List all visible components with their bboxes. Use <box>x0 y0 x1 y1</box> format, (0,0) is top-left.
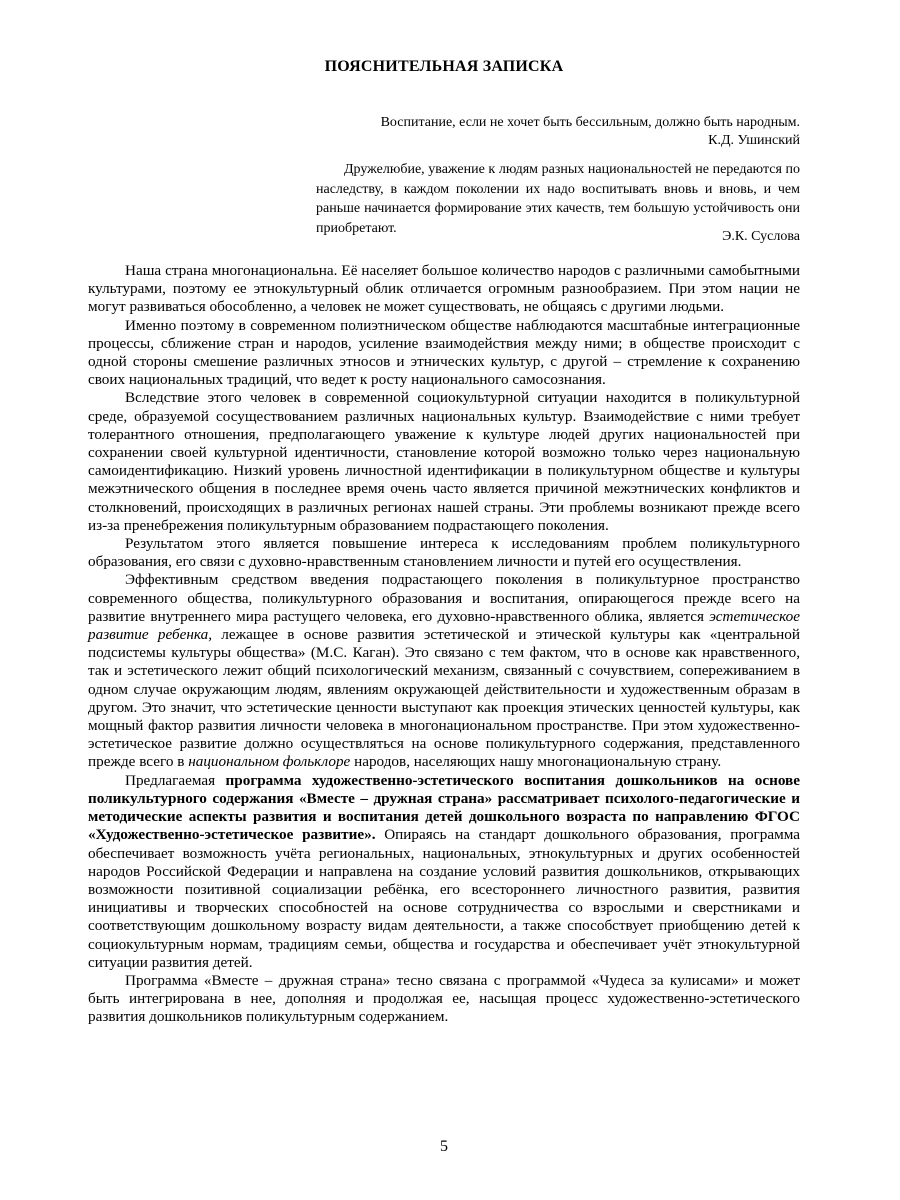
text-run: Опираясь на стандарт дошкольного образования, программа обеспечивает возможность учёта региональных, национальных, этнокультурных и других особенностей народов Российской Федерации и направлена на создание условий развития дошкольников, открывающих возможности позитивной социализации ребёнка, его всестороннего личностного развития, развития инициативы и творческих способностей на основе сотрудничества со взрослыми и сверстниками и соответствующим дошкольному возрасту видам деятельности, а также способствует приобщению детей к социокультурным нормам, традициям семьи, общества и государства и обеспечивает учёт этнокультурной ситуации развития детей. <box>88 826 800 971</box>
page-title: ПОЯСНИТЕЛЬНАЯ ЗАПИСКА <box>324 58 564 75</box>
epigraph-2-text: Дружелюбие, уважение к людям разных национальностей не передаются по наследству, в каждом поколении их надо воспитывать вновь и вновь, и чем раньше начинается формирование этих качеств, тем большую устойчивость они приобретают. <box>316 162 800 236</box>
paragraph-7: Программа «Вместе – дружная страна» тесно связана с программой «Чудеса за кулисами» и может быть интегрирована в нее, дополняя и продолжая ее, насыщая процесс художественно-эстетического развития дошкольников поликультурным содержанием. <box>88 971 800 1026</box>
paragraph-4: Результатом этого является повышение интереса к исследованиям проблем поликультурного образования, его связи с духовно-нравственным становлением личности и путей его осуществления. <box>88 535 800 571</box>
text-run: лежащее в основе развития эстетической и этической культуры как «центральной подсистемы культуры общества» (М.С. Каган). Это связано с тем фактом, что в основе как нравственного, так и эстетического лежит общий психологический механизм, связанный с сочувствием, сопереживанием в одном случае окружающим людям, явлениям окружающей действительности и художественным образам в другом. Это значит, что эстетические ценности выступают как проекция этических ценностей культуры, как мощный фактор развития личности человека в многонациональном пространстве. При этом художественно-эстетическое развитие должно осуществляться на основе поликультурного содержания, представленного прежде всего в <box>88 626 800 771</box>
paragraph-5 <box>88 571 800 771</box>
epigraph-1-author: К.Д. Ушинский <box>708 133 800 148</box>
italic-run: национальном фольклоре <box>188 753 351 771</box>
epigraph-2-author: Э.К. Суслова <box>722 229 800 244</box>
paragraph-3: Вследствие этого человек в современной социокультурной ситуации находится в поликультурной среде, образуемой сосуществованием различных национальных культур. Взаимодействие с ними требует толерантного отношения, предполагающего уважение к культуре людей других национальностей при сохранении своей культурной идентичности, становление которой возможно только через национальную самоидентификацию. Низкий уровень личностной идентификации в поликультурном обществе и культуры межэтнического общения в последнее время очень часто является причиной межэтнических конфликтов и столкновений, происходящих в различных регионах нашей страны. Эти проблемы возникают прежде всего из-за пренебрежения поликультурным образованием подрастающего поколения. <box>88 389 800 534</box>
page-number: 5 <box>440 1138 448 1155</box>
paragraph-6 <box>88 772 800 972</box>
text-run: Предлагаемая <box>125 771 226 789</box>
bold-run: программа художественно-эстетического воспитания дошкольников на основе поликультурного содержания «Вместе – дружная страна» рассматривает психолого-педагогические и методические аспекты развития и воспитания детей дошкольного возраста по направлению ФГОС «Художественно-эстетическое развитие». <box>88 771 800 844</box>
italic-run: эстетическое развитие ребенка, <box>88 607 800 644</box>
epigraph-1-text: Воспитание, если не хочет быть бессильным, должно быть народным. <box>380 115 800 130</box>
paragraph-1: Наша страна многонациональна. Её населяет большое количество народов с различными самобытными культурами, поэтому ее этнокультурный облик отличается огромным разнообразием. При этом нации не могут развиваться обособленно, а человек не может существовать, не общаясь с другими людьми. <box>88 262 800 316</box>
text-run: народов, населяющих нашу многонациональную страну. <box>350 753 722 771</box>
paragraph-2: Именно поэтому в современном полиэтническом обществе наблюдаются масштабные интеграционные процессы, сближение стран и народов, усиление взаимодействия между ними; в обществе происходит с одной стороны смешение различных этносов и этнических культур, с другой – стремление к сохранению своих национальных традиций, что ведет к росту национального самосознания. <box>88 316 800 389</box>
text-run: Эффективным средством введения подрастающего поколения в поликультурное пространство современного общества, поликультурного образования и воспитания, опирающегося прежде всего на развитие внутреннего мира растущего человека, его духовно-нравственного облика, является <box>88 571 800 625</box>
body-text <box>88 262 800 1027</box>
